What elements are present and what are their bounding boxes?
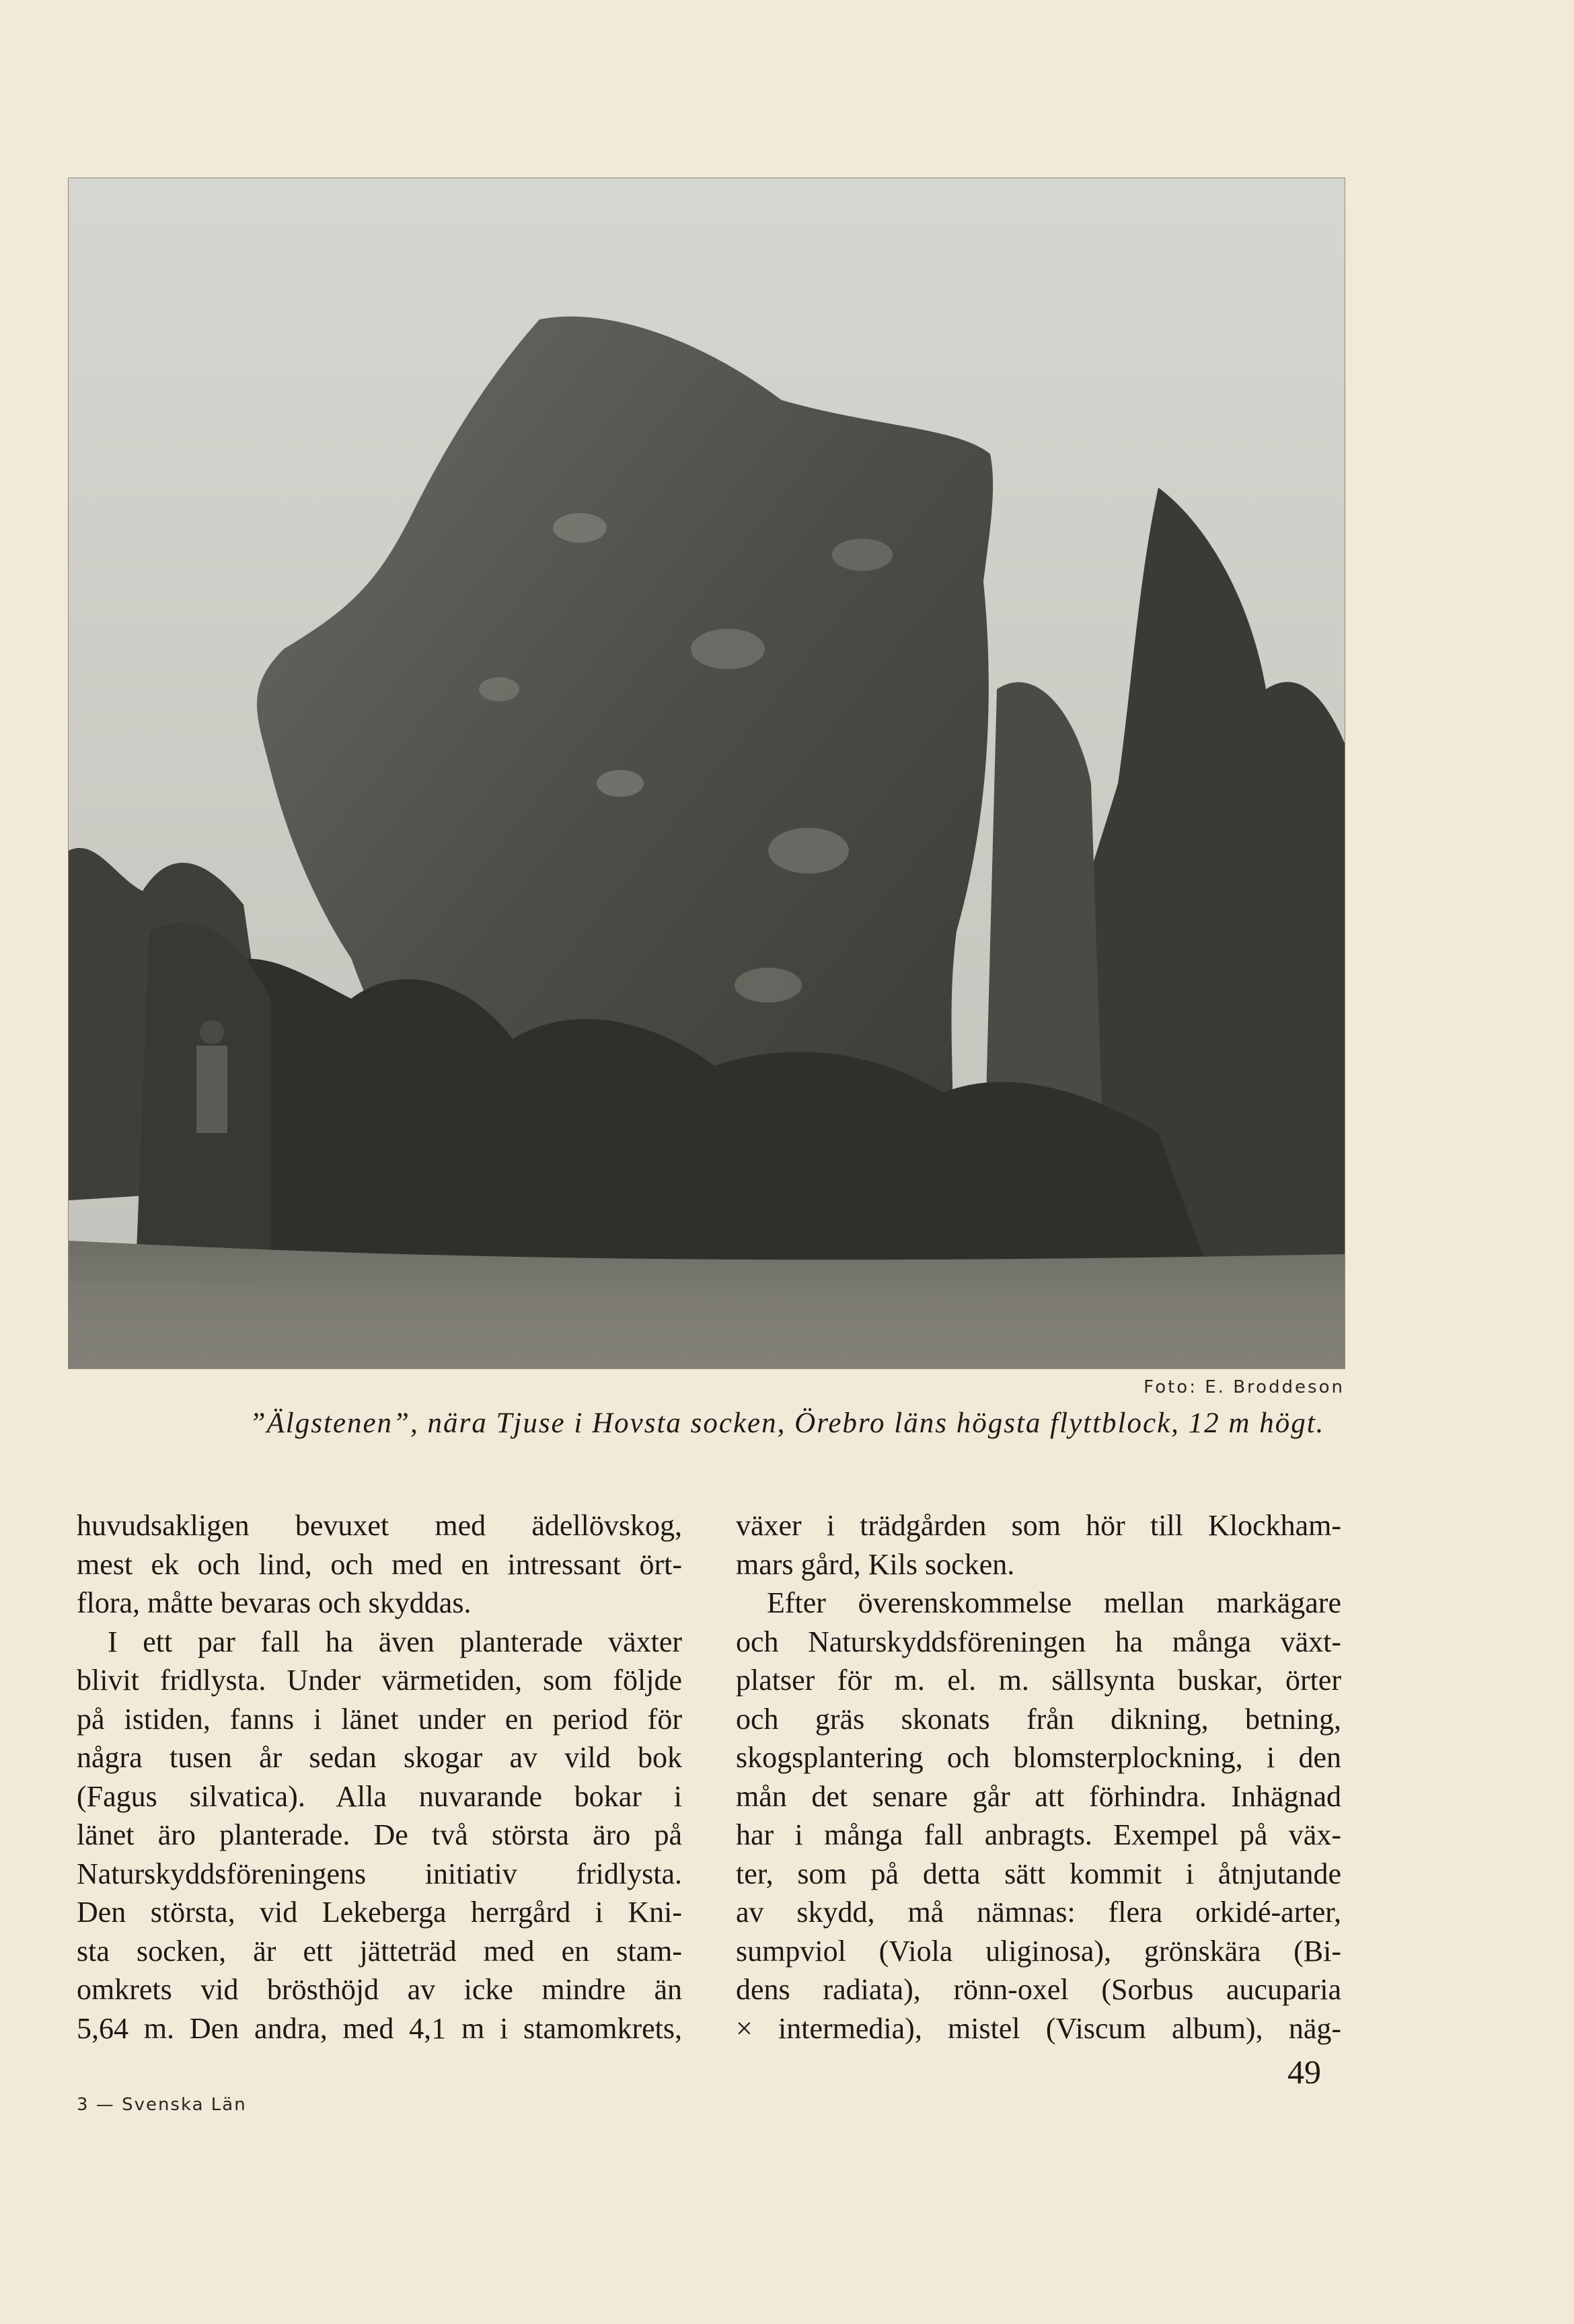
text-line: skogsplantering och blomsterplockning, i den — [736, 1741, 1341, 1774]
boulder-photograph — [68, 178, 1345, 1369]
text-line: flora, måtte bevaras och skyddas. — [77, 1586, 472, 1619]
text-line: några tusen år sedan skogar av vild bok — [77, 1741, 682, 1774]
text-line: av skydd, må nämnas: flera orkidé-arter, — [736, 1896, 1341, 1929]
text-line: ter, som på detta sätt kommit i åtnjutande — [736, 1857, 1341, 1890]
text-line: I ett par fall ha även planterade växter — [108, 1625, 682, 1658]
text-line: blivit fridlysta. Under värmetiden, som följde — [77, 1664, 682, 1697]
text-line: och Naturskyddsföreningen ha många växt- — [736, 1625, 1341, 1658]
page-number: 49 — [1287, 2053, 1321, 2091]
right-text-column — [736, 1506, 1341, 2048]
text-line: platser för m. el. m. sällsynta buskar, örter — [736, 1664, 1341, 1697]
left-text-column — [77, 1506, 682, 2048]
text-line: och gräs skonats från dikning, betning, — [736, 1702, 1341, 1736]
text-line: växer i trädgården som hör till Klockham- — [736, 1509, 1341, 1542]
text-line: länet äro planterade. De två största äro på — [77, 1818, 682, 1851]
photo-caption: ”Älgstenen”, nära Tjuse i Hovsta socken, Örebro läns högsta flyttblock, 12 m högt. — [249, 1407, 1325, 1439]
text-line: huvudsakligen bevuxet med ädellövskog, — [77, 1509, 682, 1542]
text-line: har i många fall anbragts. Exempel på väx- — [736, 1818, 1341, 1851]
text-line: Naturskyddsföreningens initiativ fridlysta. — [77, 1857, 682, 1890]
text-line: mest ek och lind, och med en intressant ört- — [77, 1547, 682, 1581]
text-line: dens radiata), rönn-oxel (Sorbus aucuparia — [736, 1973, 1341, 2006]
text-line: sta socken, är ett jätteträd med en stam- — [77, 1934, 682, 1968]
photo-credit: Foto: E. Broddeson — [1144, 1377, 1345, 1397]
text-line: Den största, vid Lekeberga herrgård i Kni- — [77, 1896, 682, 1929]
text-line: Efter överenskommelse mellan markägare — [767, 1586, 1341, 1619]
text-line: (Fagus silvatica). Alla nuvarande bokar i — [77, 1779, 682, 1813]
text-line: sumpviol (Viola uliginosa), grönskära (Bi- — [736, 1934, 1341, 1968]
footer-signature: 3 — Svenska Län — [77, 2095, 247, 2115]
text-line: mars gård, Kils socken. — [736, 1547, 1015, 1581]
text-line: mån det senare går att förhindra. Inhägnad — [736, 1779, 1341, 1813]
text-line: på istiden, fanns i länet under en period för — [77, 1702, 682, 1736]
text-line: omkrets vid brösthöjd av icke mindre än — [77, 1973, 682, 2006]
text-line: × intermedia), mistel (Viscum album), näg- — [736, 2011, 1341, 2045]
photograph-drawing — [69, 178, 1345, 1368]
text-line: 5,64 m. Den andra, med 4,1 m i stamomkrets, — [77, 2011, 682, 2045]
